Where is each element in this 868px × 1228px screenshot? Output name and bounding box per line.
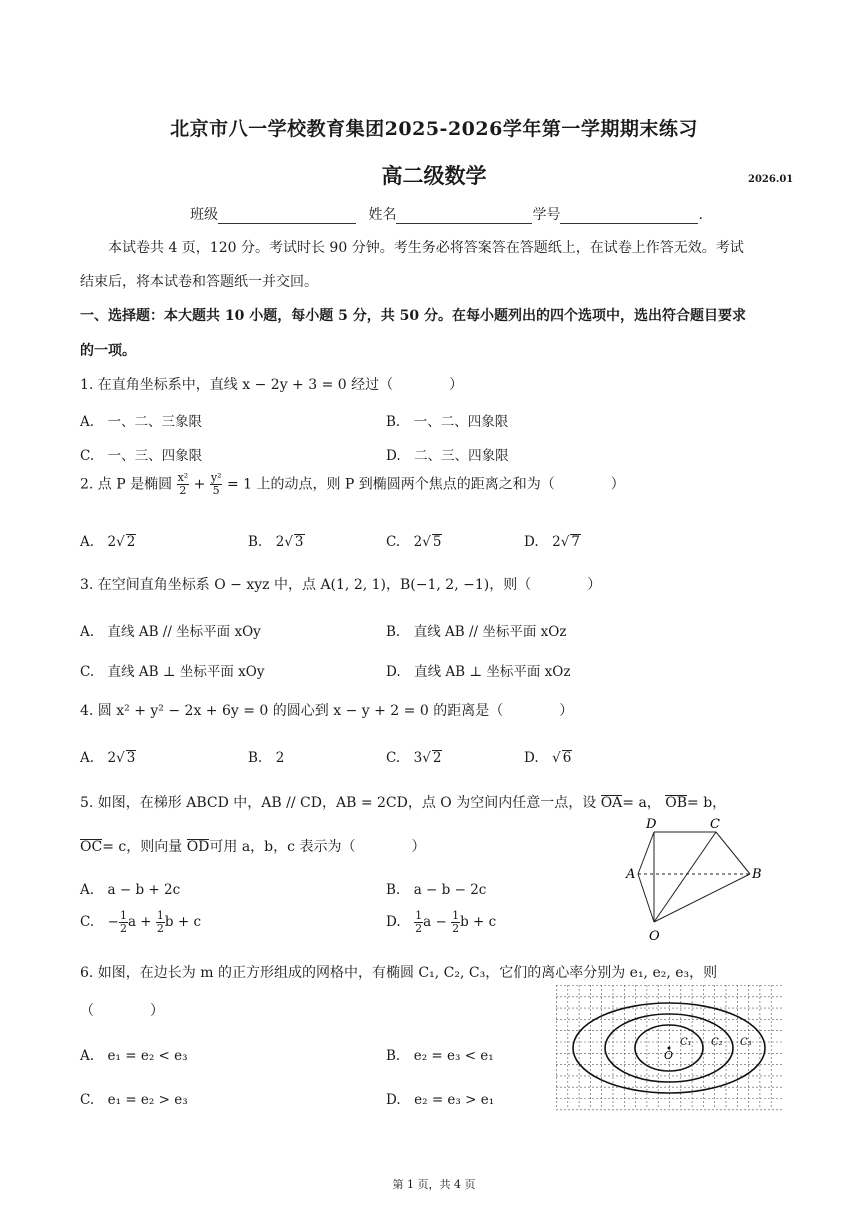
point-a-label: A <box>626 867 636 882</box>
q3-stem: 3. 在空间直角坐标系 O − xyz 中，点 A(1, 2, 1)，B(−1, 2, −1)，则（ ） <box>80 577 602 593</box>
q5-stem-text: 5. 如图，在梯形 ABCD 中，AB // CD，AB = 2CD，点 O 为空间内任意一点，设 <box>80 795 597 811</box>
intro-line-1: 本试卷共 4 页，120 分。考试时长 90 分钟。考生务必将答案答在答题纸上，在试卷上作答无效。考试 <box>108 240 744 256</box>
student-info <box>190 204 703 224</box>
vector-oa: OA <box>600 795 623 811</box>
trapezoid-figure <box>620 812 770 947</box>
class-label: 班级 <box>190 207 218 223</box>
q5-option-d: D. $\frac{1}{2}$ a − $\frac{1}{2}$ b + c <box>386 909 497 935</box>
center-o-label: O <box>664 1049 674 1062</box>
exam-date: 2026.01 <box>748 174 794 185</box>
q2-option-c: C. 2√ 5 <box>386 534 442 550</box>
vector-oc-eq: = c，则向量 <box>102 839 183 855</box>
q1-stem: 1. 在直角坐标系中，直线 x − 2y + 3 = 0 经过（ ） <box>80 377 464 393</box>
point-d-label: D <box>646 817 657 832</box>
ellipse-c2-label: C₂ <box>711 1037 723 1048</box>
q5-option-b: B. a − b − 2c <box>386 882 487 898</box>
q5-stem-line-1 <box>80 792 726 812</box>
section-heading-line-1: 一、选择题：本大题共 10 小题，每小题 5 分，共 50 分。在每小题列出的四个选项中，选出符合题目要求 <box>80 308 746 324</box>
q3-option-a: A. 直线 AB // 坐标平面 xOy <box>80 624 261 640</box>
q3-option-c: C. 直线 AB ⊥ 坐标平面 xOy <box>80 664 265 680</box>
q3-option-d: D. 直线 AB ⊥ 坐标平面 xOz <box>386 664 571 680</box>
vector-oc: OC <box>80 839 103 855</box>
id-blank <box>560 209 698 224</box>
info-end: . <box>698 207 703 223</box>
name-label: 姓名 <box>368 207 397 223</box>
vector-oa-eq: = a， <box>622 795 661 811</box>
ellipse-grid-figure <box>556 985 782 1111</box>
vector-ob: OB <box>665 795 688 811</box>
q6-option-d: D. e₂ = e₃ > e₁ <box>386 1092 495 1108</box>
q1-option-c: C. 一、三、四象限 <box>80 448 203 464</box>
q2-option-a: A. 2√ 2 <box>80 534 136 550</box>
q6-option-c: C. e₁ = e₂ > e₃ <box>80 1092 188 1108</box>
q6-option-a: A. e₁ = e₂ < e₃ <box>80 1048 188 1064</box>
q4-option-a: A. 2√ 3 <box>80 750 136 766</box>
q1-option-d: D. 二、三、四象限 <box>386 448 509 464</box>
q6-option-b: B. e₂ = e₃ < e₁ <box>386 1048 494 1064</box>
q2-stem-post: = 1 上的动点，则 P 到椭圆两个焦点的距离之和为（ ） <box>226 476 625 493</box>
q2-plus: + <box>193 476 206 493</box>
q2-option-d: D. 2√ 7 <box>524 534 580 550</box>
q2-frac-y: $\frac{\text{y²}}{5}$ <box>210 471 222 497</box>
q5-stem-end: 可用 a，b，c 表示为（ ） <box>209 839 426 855</box>
ellipse-c3-label: C₃ <box>740 1037 752 1048</box>
ellipse-c1-label: C₁ <box>680 1037 692 1048</box>
q2-option-b: B. 2√ 3 <box>248 534 304 550</box>
q6-paren: （ ） <box>80 1003 164 1019</box>
vector-od: OD <box>186 839 210 855</box>
q4-option-c: C. 3√ 2 <box>386 750 442 766</box>
q4-option-d: D. √ 6 <box>524 750 572 766</box>
point-b-label: B <box>752 867 762 882</box>
point-o-label: O <box>649 929 660 944</box>
page-footer: 第 1 页，共 4 页 <box>392 1178 476 1191</box>
q6-stem: 6. 如图，在边长为 m 的正方形组成的网格中，有椭圆 C₁, C₂, C₃，它们的离心率分别为 e₁, e₂, e₃，则 <box>80 965 718 981</box>
q1-option-a: A. 一、二、三象限 <box>80 414 203 430</box>
q2-stem-pre: 2. 点 P 是椭圆 <box>80 476 173 493</box>
q5-stem-line-2 <box>80 836 425 856</box>
name-blank <box>396 209 532 224</box>
q5-option-c: C. − $\frac{1}{2}$ a + $\frac{1}{2}$ b + c <box>80 909 202 935</box>
point-c-label: C <box>710 817 720 832</box>
id-label: 学号 <box>532 207 561 223</box>
exam-subtitle: 高二级数学 <box>381 163 487 188</box>
section-heading-line-2: 的一项。 <box>80 343 136 359</box>
q4-stem: 4. 圆 x² + y² − 2x + 6y = 0 的圆心到 x − y + 2 = 0 的距离是（ ） <box>80 703 574 719</box>
exam-title: 北京市八一学校教育集团2025-2026学年第一学期期末练习 <box>170 118 698 140</box>
q2-stem <box>80 472 625 497</box>
q3-option-b: B. 直线 AB // 坐标平面 xOz <box>386 624 567 640</box>
vector-ob-eq: = b， <box>687 795 727 811</box>
class-blank <box>218 209 356 224</box>
q2-frac-x: $\frac{\text{x²}}{2}$ <box>177 471 189 497</box>
q4-option-b: B. 2 <box>248 750 285 766</box>
q5-option-a: A. a − b + 2c <box>80 882 181 898</box>
intro-line-2: 结束后，将本试卷和答题纸一并交回。 <box>80 274 318 290</box>
q1-option-b: B. 一、二、四象限 <box>386 414 509 430</box>
